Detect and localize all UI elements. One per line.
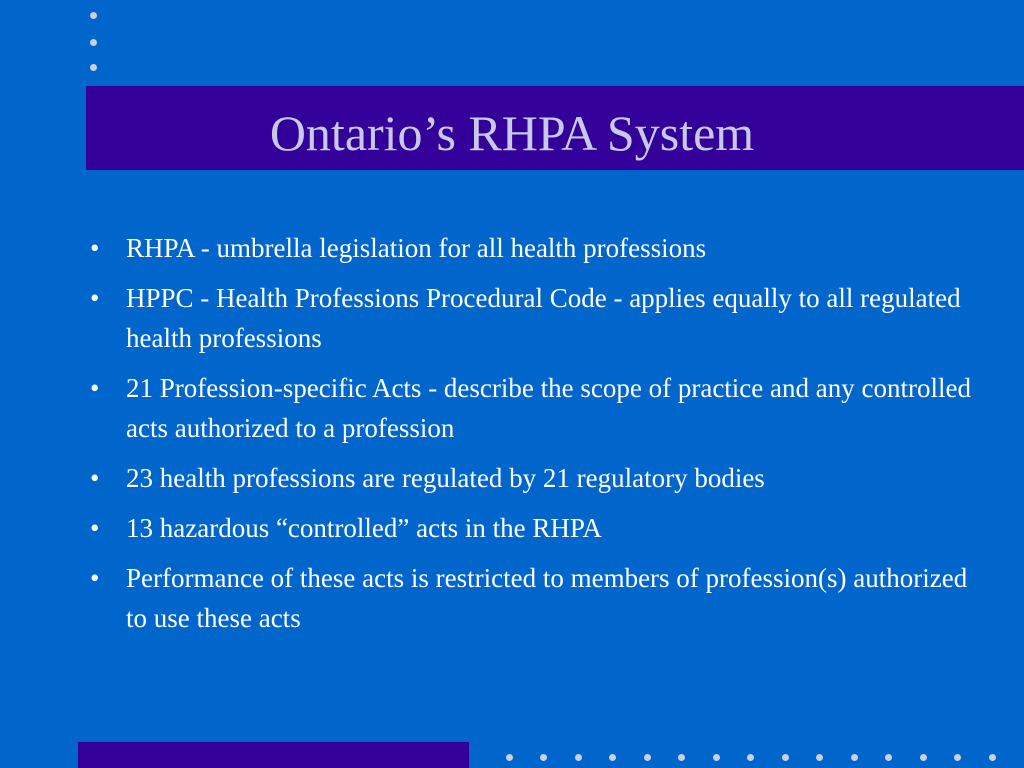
dot-icon xyxy=(954,754,961,761)
bullet-item xyxy=(82,228,982,268)
bullet-item xyxy=(82,278,982,358)
bottom-band xyxy=(78,742,469,768)
decorative-dots-top xyxy=(90,12,100,76)
dot-icon xyxy=(90,39,97,46)
bullet-list xyxy=(82,228,982,648)
dot-icon xyxy=(90,12,97,19)
bullet-icon: • xyxy=(90,233,100,263)
bullet-icon: • xyxy=(90,283,100,313)
bullet-item xyxy=(82,368,982,448)
decorative-dots-bottom xyxy=(506,754,1006,764)
bullet-text: 21 Profession-specific Acts - describe the scope of practice and any controlled acts authorized to a profession xyxy=(126,373,971,443)
bullet-icon: • xyxy=(90,563,100,593)
dot-icon xyxy=(609,754,616,761)
dot-icon xyxy=(920,754,927,761)
dot-icon xyxy=(678,754,685,761)
dot-icon xyxy=(885,754,892,761)
bullet-item xyxy=(82,458,982,498)
bullet-text: HPPC - Health Professions Procedural Code - applies equally to all regulated health professions xyxy=(126,283,961,353)
bullet-text: 23 health professions are regulated by 21 regulatory bodies xyxy=(126,463,765,493)
bullet-icon: • xyxy=(90,513,100,543)
dot-icon xyxy=(575,754,582,761)
dot-icon xyxy=(90,64,97,71)
dot-icon xyxy=(540,754,547,761)
dot-icon xyxy=(782,754,789,761)
bullet-item xyxy=(82,508,982,548)
bullet-icon: • xyxy=(90,463,100,493)
dot-icon xyxy=(851,754,858,761)
slide-title: Ontario’s RHPA System xyxy=(269,105,755,161)
bullet-icon: • xyxy=(90,373,100,403)
bullet-item xyxy=(82,558,982,638)
dot-icon xyxy=(747,754,754,761)
dot-icon xyxy=(989,754,996,761)
dot-icon xyxy=(644,754,651,761)
bullet-text: Performance of these acts is restricted to members of profession(s) authorized to use these acts xyxy=(126,563,968,633)
bullet-text: RHPA - umbrella legislation for all health professions xyxy=(126,233,707,263)
dot-icon xyxy=(506,754,513,761)
bullet-text: 13 hazardous “controlled” acts in the RHPA xyxy=(126,513,602,543)
dot-icon xyxy=(816,754,823,761)
title-band xyxy=(86,86,1024,170)
dot-icon xyxy=(713,754,720,761)
